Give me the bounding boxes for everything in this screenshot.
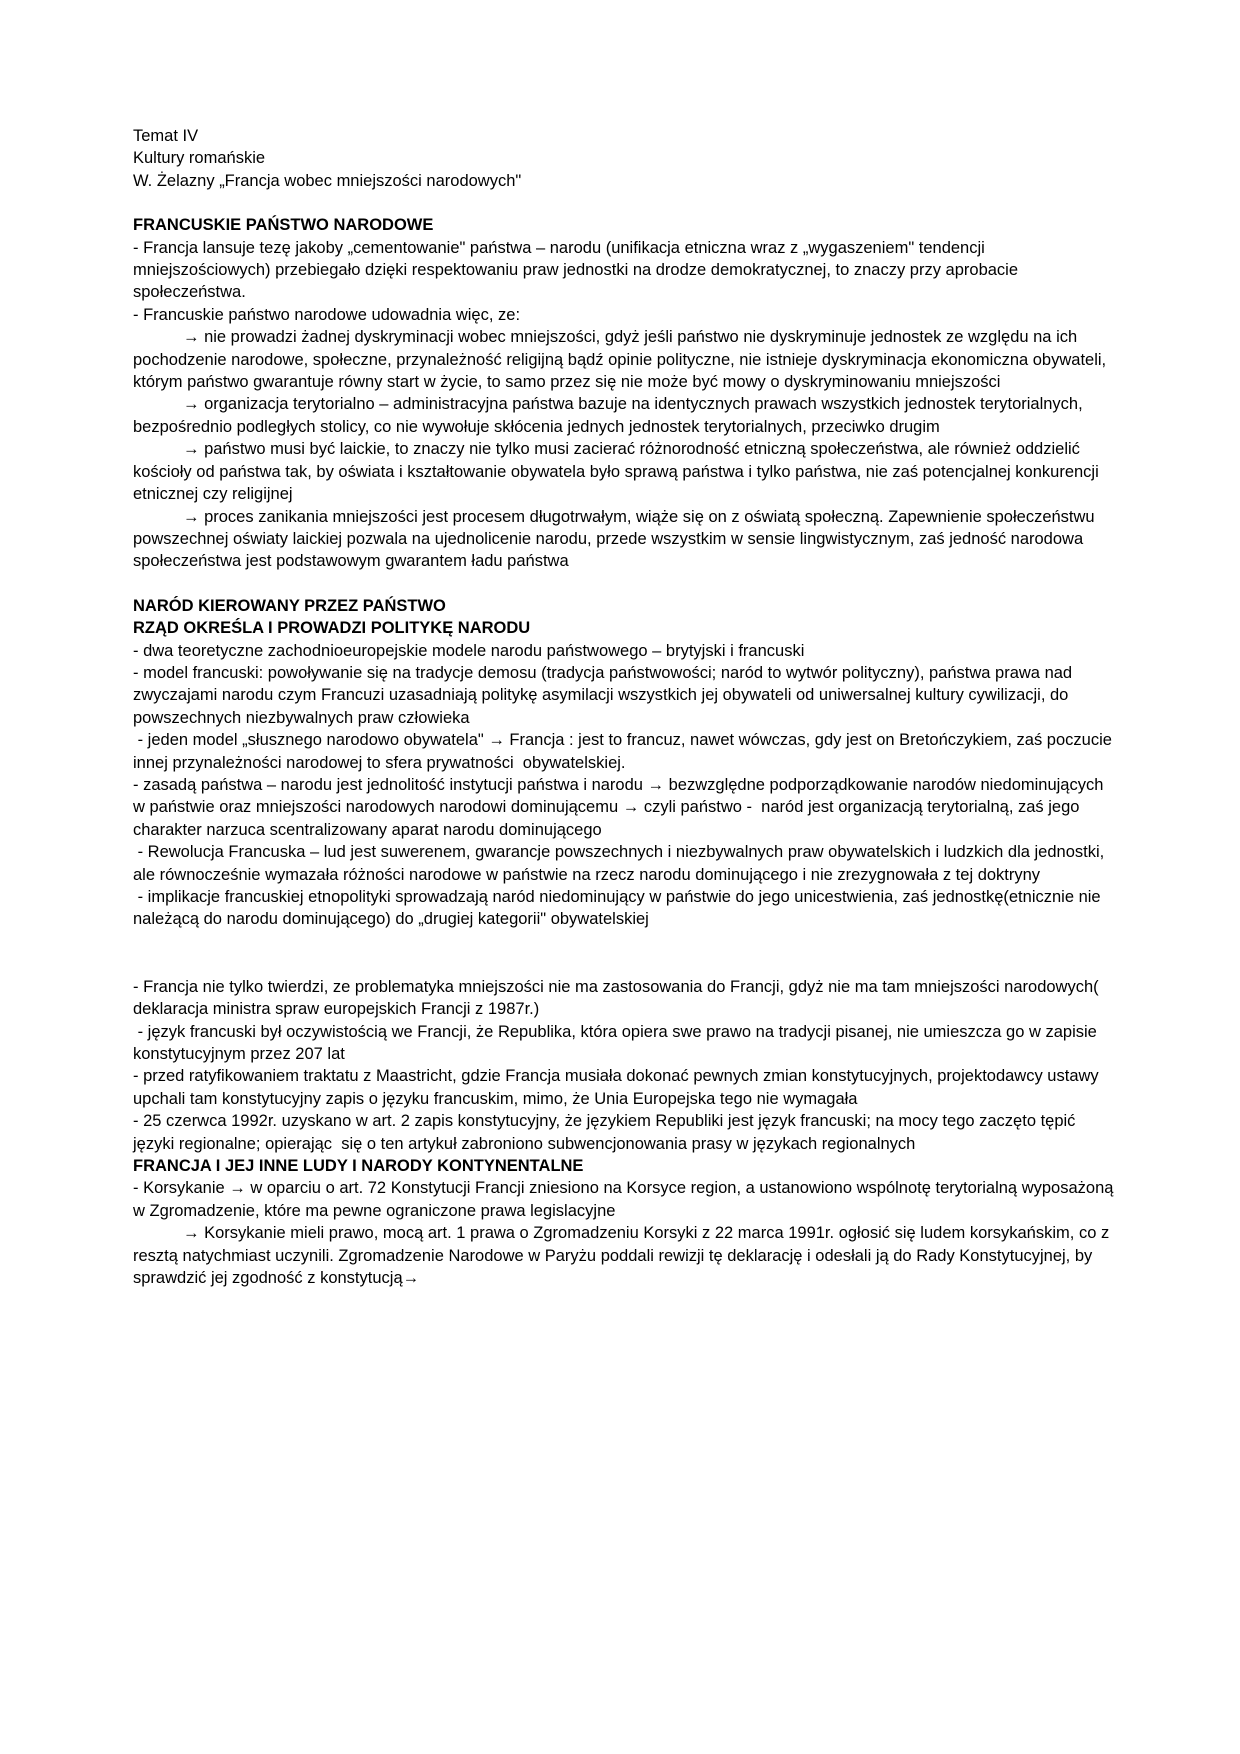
paragraph: - 25 czerwca 1992r. uzyskano w art. 2 zapis konstytucyjny, że językiem Republiki jest język francuski; na mocy tego zaczęto tępić języki regionalne; opierając się o ten artykuł zabroniono subwencjonowania prasy w językach regionalnych — [133, 1112, 1081, 1153]
section-heading-francja-ludy: FRANCJA I JEJ INNE LUDY I NARODY KONTYNENTALNE — [133, 1157, 584, 1176]
paragraph: - Francuskie państwo narodowe udowadnia więc, ze: — [133, 305, 521, 324]
paragraph: - język francuski był oczywistością we Francji, że Republika, która opiera swe prawo na tradycji pisanej, nie umieszcza go w zapisie konstytucyjnym przez 207 lat — [133, 1022, 1102, 1064]
section-heading-narod-kierowany: NARÓD KIEROWANY PRZEZ PAŃSTWO — [133, 596, 446, 615]
header-line-source: W. Żelazny „Francja wobec mniejszości narodowych" — [133, 171, 522, 190]
paragraph: - Francja nie tylko twierdzi, ze problematyka mniejszości nie ma zastosowania do Francji, gdyż nie ma tam mniejszości narodowych( deklaracja ministra spraw europejskich Francji z 1987r.) — [133, 977, 1104, 1019]
paragraph: - dwa teoretyczne zachodnioeuropejskie modele narodu państwowego – brytyjski i francuski — [133, 641, 805, 660]
arrow-paragraph: → Korsykanie mieli prawo, mocą art. 1 prawa o Zgromadzeniu Korsyki z 22 marca 1991r. ogłosić się ludem korsykańskim, co z resztą natychmiast uczynili. Zgromadzenie Narodowe w Paryżu poddali rewizji tę deklarację i odesłali ją do Rady Konstytucyjnej, by sprawdzić jej zgodność z konstytucją→ — [133, 1224, 1114, 1288]
paragraph: - jeden model „słusznego narodowo obywatela" → Francja : jest to francuz, nawet wówczas, gdy jest on Bretończykiem, zaś poczucie innej przynależności narodowej to sfera prywatności obywatelskiej. — [133, 731, 1117, 772]
paragraph: - zasadą państwa – narodu jest jednolitość instytucji państwa i narodu → bezwzględne podporządkowanie narodów niedominujących w państwie oraz mniejszości narodowych narodowi dominującemu → czyli państwo - naród jest organizacją terytorialną, zaś jego charakter narzuca scentralizowany aparat narodu dominującego — [133, 775, 1109, 839]
paragraph: - model francuski: powoływanie się na tradycje demosu (tradycja państwowości; naród to wytwór polityczny), państwa prawa nad zwyczajami narodu czym Francuzi uzasadniają politykę asymilacji wszystkich jej obywateli od uniwersalnej kultury cywilizacji, do powszechnych niezbywalnych praw człowieka — [133, 663, 1077, 727]
paragraph: - przed ratyfikowaniem traktatu z Maastricht, gdzie Francja musiała dokonać pewnych zmian konstytucyjnych, projektodawcy ustawy upchali tam konstytucyjny zapis o języku francuskim, mimo, że Unia Europejska tego nie wymagała — [133, 1067, 1104, 1108]
paragraph: - implikacje francuskiej etnopolityki sprowadzają naród niedominujący w państwie do jego unicestwienia, zaś jednostkę(etnicznie nie należącą do narodu dominującego) do „drugiej kategorii" obywatelskiej — [133, 888, 1106, 929]
paragraph: - Korsykanie → w oparciu o art. 72 Konstytucji Francji zniesiono na Korsyce region, a ustanowiono wspólnotę terytorialną wyposażoną w Zgromadzenie, które ma pewne ograniczone prawa legislacyjne — [133, 1179, 1119, 1220]
header-line-topic: Temat IV — [133, 127, 199, 145]
paragraph: - Rewolucja Francuska – lud jest suwerenem, gwarancje powszechnych i niezbywalnych praw obywatelskich i ludzkich dla jednostki, ale równocześnie wymazała różności narodowe w państwie na rzecz narodu dominującego i nie zrezygnowała z tej doktryny — [133, 843, 1109, 884]
arrow-paragraph: → proces zanikania mniejszości jest procesem długotrwałym, wiąże się on z oświatą społeczną. Zapewnienie społeczeństwu powszechnej oświaty laickiej pozwala na ujednolicenie narodu, przede wszystkim w sensie lingwistycznym, zaś jedność narodowa społeczeństwa jest podstawowym gwarantem ładu państwa — [133, 507, 1100, 571]
arrow-paragraph: → nie prowadzi żadnej dyskryminacji wobec mniejszości, gdyż jeśli państwo nie dyskryminuje jednostek ze względu na ich pochodzenie narodowe, społeczne, przynależność religijną bądź opinie polityczne, nie istnieje dyskryminacja ekonomiczna obywateli, którym państwo gwarantuje równy start w życie, to samo przez się nie może być mowy o dyskryminowaniu mniejszości — [133, 328, 1111, 392]
arrow-paragraph: → państwo musi być laickie, to znaczy nie tylko musi zacierać różnorodność etniczną społeczeństwa, ale również oddzielić kościoły od państwa tak, by oświata i kształtowanie obywatela było sprawą państwa i tylko państwa, nie zaś potencjalnej konkurencji etnicznej czy religijnej — [133, 440, 1104, 504]
section-heading-rzad-okresla: RZĄD OKREŚLA I PROWADZI POLITYKĘ NARODU — [133, 619, 531, 638]
header-line-course: Kultury romańskie — [133, 149, 266, 168]
section-heading-francuskie-panstwo: FRANCUSKIE PAŃSTWO NARODOWE — [133, 216, 434, 235]
arrow-paragraph: → organizacja terytorialno – administracyjna państwa bazuje na identycznych prawach wszystkich jednostek terytorialnych, bezpośrednio podległych stolicy, co nie wywołuje skłócenia jednych jednostek terytorialnych, przeciwko drugim — [133, 395, 1088, 436]
paragraph: - Francja lansuje tezę jakoby „cementowanie" państwa – narodu (unifikacja etniczna wraz z „wygaszeniem" tendencji mniejszościowych) przebiegało dzięki respektowaniu praw jednostki na drodze demokratycznej, to znaczy przy aprobacie społeczeństwa. — [133, 238, 1023, 302]
